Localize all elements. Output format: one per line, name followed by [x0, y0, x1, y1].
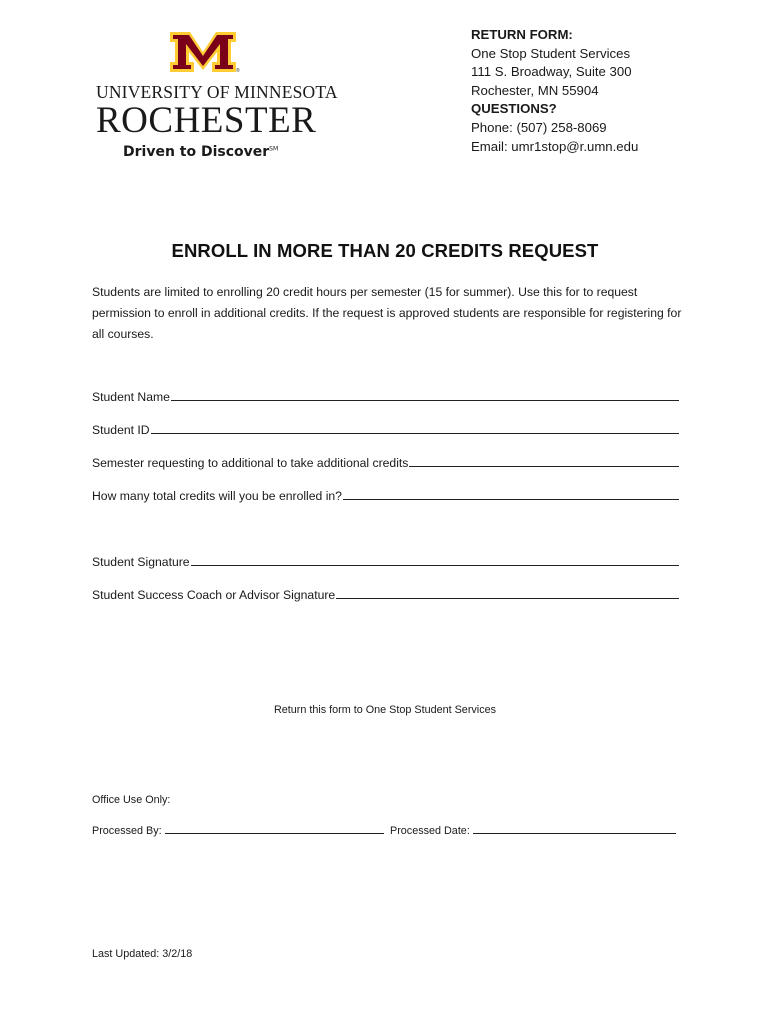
service-mark: SM: [269, 145, 279, 153]
address-line1: 111 S. Broadway, Suite 300: [471, 64, 632, 80]
processed-date-label: Processed Date:: [390, 825, 473, 837]
office-name: One Stop Student Services: [471, 45, 631, 61]
total-credits-field[interactable]: [92, 485, 679, 503]
semester-line[interactable]: [409, 466, 679, 467]
total-credits-label: How many total credits will you be enrolled in?: [92, 489, 342, 503]
total-credits-line[interactable]: [343, 499, 679, 500]
return-note: Return this form to One Stop Student Services: [273, 704, 497, 716]
last-updated: Last Updated: 3/2/18: [92, 948, 193, 960]
student-id-field[interactable]: [92, 419, 679, 437]
student-signature-line[interactable]: [191, 565, 679, 566]
contact-block: [471, 26, 638, 156]
student-signature-label: Student Signature: [92, 555, 190, 569]
university-name: UNIVERSITY OF MINNESOTA: [96, 82, 338, 102]
intro-paragraph: Students are limited to enrolling 20 credit hours per semester (15 for summer). Use this for to request permission to enroll in additional credits. If the request is approved students are responsible for registering for all courses.: [92, 285, 682, 341]
processed-by-line[interactable]: [165, 833, 384, 834]
student-name-label: Student Name: [92, 390, 170, 404]
advisor-signature-line[interactable]: [336, 598, 679, 599]
tagline: [123, 144, 278, 160]
student-id-label: Student ID: [92, 423, 150, 437]
advisor-signature-label: Student Success Coach or Advisor Signature: [92, 588, 336, 602]
student-name-line[interactable]: [171, 400, 679, 401]
processed-by-label: Processed By:: [92, 825, 165, 837]
questions-heading: QUESTIONS?: [471, 101, 557, 117]
document-title: ENROLL IN MORE THAN 20 CREDITS REQUEST: [171, 240, 599, 261]
address-line2: Rochester, MN 55904: [471, 82, 599, 98]
tagline-text: Driven to Discover: [123, 144, 270, 160]
campus-name: ROCHESTER: [96, 100, 317, 141]
processed-date-field[interactable]: [390, 821, 676, 837]
semester-field[interactable]: [92, 452, 679, 470]
university-logo: [96, 30, 338, 165]
email: Email: umr1stop@r.umn.edu: [471, 138, 639, 154]
semester-label: Semester requesting to additional to take additional credits: [92, 456, 409, 470]
advisor-signature-field[interactable]: [92, 584, 679, 602]
return-form-heading: RETURN FORM:: [471, 27, 573, 42]
phone: Phone: (507) 258-8069: [471, 119, 607, 135]
processed-by-field[interactable]: [92, 821, 384, 837]
block-m-icon: [168, 30, 238, 74]
student-signature-field[interactable]: [92, 551, 679, 569]
processed-date-line[interactable]: [473, 833, 676, 834]
student-name-field[interactable]: [92, 386, 679, 404]
office-use-label: Office Use Only:: [92, 794, 171, 806]
student-id-line[interactable]: [151, 433, 679, 434]
registered-mark: ®: [236, 68, 240, 74]
